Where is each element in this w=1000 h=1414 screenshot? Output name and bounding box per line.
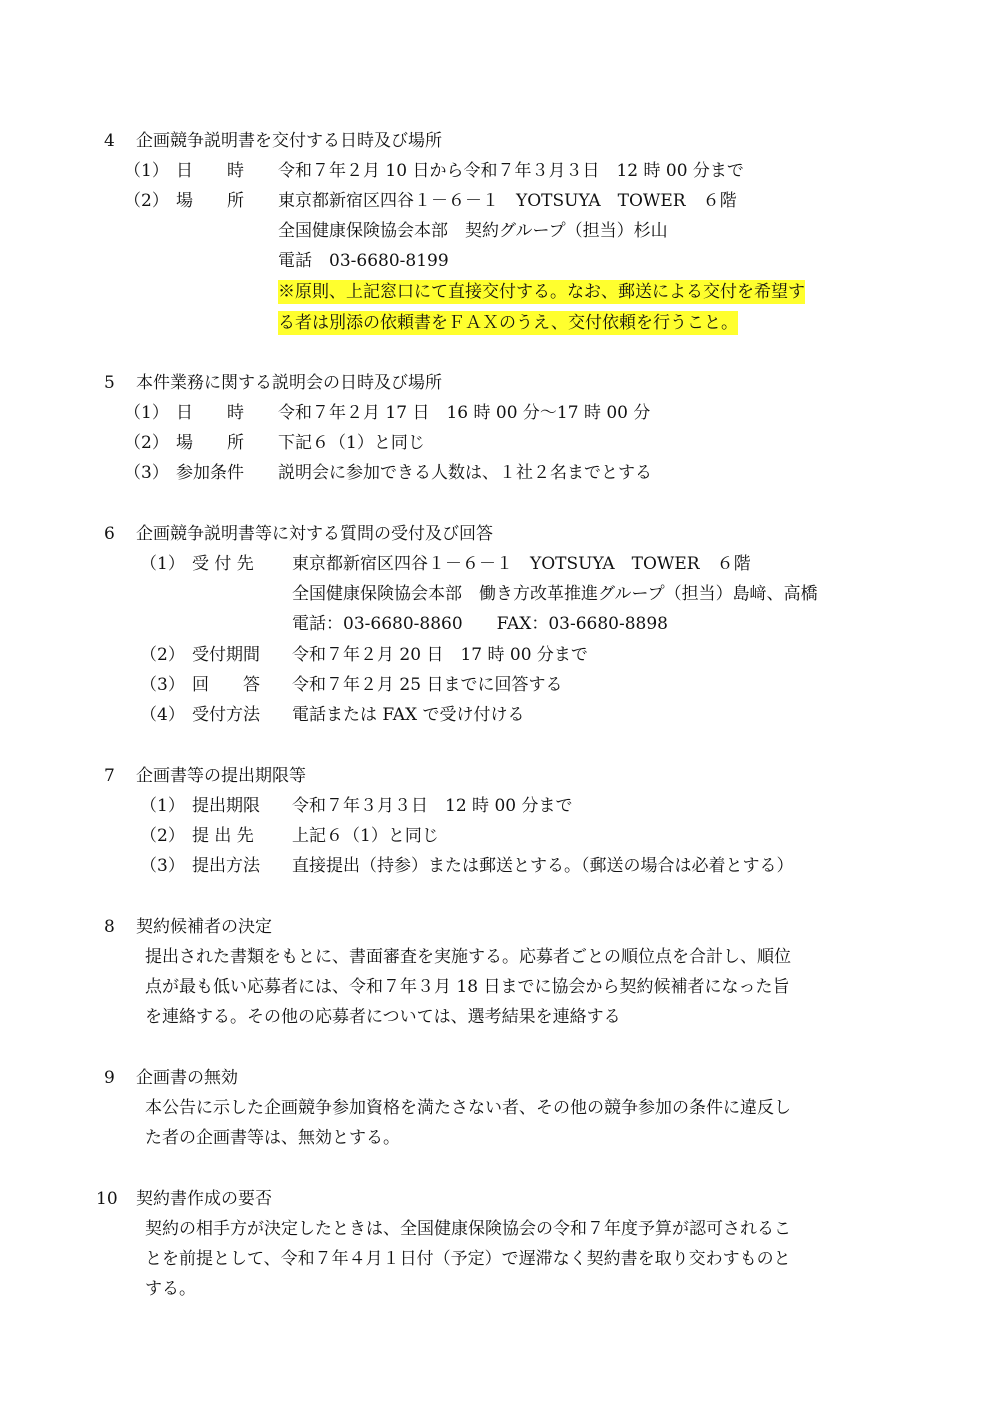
s5-item1-value: 令和７年２月 17 日 16 時 00 分～17 時 00 分 [278, 403, 651, 423]
s7-item1-label: （1） [140, 796, 185, 816]
section-10-number: 10 [96, 1189, 118, 1209]
s6-item1-address: 東京都新宿区四谷１－６－１ YOTSUYA TOWER ６階 [292, 554, 751, 574]
s5-item3-name: 参加条件 [176, 463, 244, 483]
s7-item2-value: 上記６（1）と同じ [292, 826, 439, 846]
s4-item2-address: 東京都新宿区四谷１－６－１ YOTSUYA TOWER ６階 [278, 191, 737, 211]
s5-item3-value: 説明会に参加できる人数は、１社２名までとする [278, 463, 652, 483]
s7-item2-name: 提 出 先 [192, 826, 254, 846]
s6-item1-name: 受 付 先 [192, 554, 254, 574]
s4-item2-note-line1 [278, 280, 805, 304]
s5-item2-name: 場 所 [176, 433, 244, 453]
s7-item1-name: 提出期限 [192, 796, 260, 816]
s6-item4-name: 受付方法 [192, 705, 260, 725]
section-8-number: 8 [104, 917, 115, 937]
section-9-number: 9 [104, 1068, 115, 1088]
s4-item2-phone: 電話 03-6680-8199 [278, 251, 449, 271]
s4-item1-value: 令和７年２月 10 日から令和７年３月３日 12 時 00 分まで [278, 161, 744, 181]
s4-item2-office: 全国健康保険協会本部 契約グループ（担当）杉山 [278, 221, 668, 241]
s10-paragraph-line3: する。 [145, 1279, 196, 1299]
s8-paragraph-line1: 提出された書類をもとに、書面審査を実施する。応募者ごとの順位点を合計し、順位 [145, 947, 791, 967]
s7-item3-name: 提出方法 [192, 856, 260, 876]
s10-paragraph-line1: 契約の相手方が決定したときは、全国健康保険協会の令和７年度予算が認可されるこ [145, 1219, 791, 1239]
s5-item1-label: （1） [124, 403, 169, 423]
section-4-number: 4 [104, 131, 115, 151]
s6-item2-name: 受付期間 [192, 645, 260, 665]
section-8-title: 契約候補者の決定 [136, 917, 272, 937]
section-6-number: 6 [104, 524, 115, 544]
s5-item2-label: （2） [124, 433, 169, 453]
s8-paragraph-line3: を連絡する。その他の応募者については、選考結果を連絡する [145, 1007, 621, 1027]
s6-item1-office: 全国健康保険協会本部 働き方改革推進グループ（担当）島﨑、高橋 [292, 584, 818, 604]
s7-item3-value: 直接提出（持参）または郵送とする。（郵送の場合は必着とする） [292, 856, 794, 876]
s6-item4-label: （4） [140, 705, 185, 725]
s10-paragraph-line2: とを前提として、令和７年４月１日付（予定）で遅滞なく契約書を取り交わすものと [145, 1249, 791, 1269]
section-7-title: 企画書等の提出期限等 [136, 766, 306, 786]
s6-item3-name: 回 答 [192, 675, 260, 695]
s7-item3-label: （3） [140, 856, 185, 876]
s4-item2-label: （2） [124, 191, 169, 211]
s7-item1-value: 令和７年３月３日 12 時 00 分まで [292, 796, 573, 816]
s8-paragraph-line2: 点が最も低い応募者には、令和７年３月 18 日までに協会から契約候補者になった旨 [145, 977, 790, 997]
s6-item3-value: 令和７年２月 25 日までに回答する [292, 675, 563, 695]
highlight-note-1: ※原則、上記窓口にて直接交付する。なお、郵送による交付を希望す [278, 282, 805, 302]
s4-item2-name: 場 所 [176, 191, 244, 211]
s5-item1-name: 日 時 [176, 403, 244, 423]
section-5-title: 本件業務に関する説明会の日時及び場所 [136, 373, 442, 393]
s7-item2-label: （2） [140, 826, 185, 846]
section-5-number: 5 [104, 373, 115, 393]
highlight-note-2: る者は別添の依頼書をＦＡＸのうえ、交付依頼を行うこと。 [278, 313, 739, 333]
s5-item3-label: （3） [124, 463, 169, 483]
s4-item1-label: （1） [124, 161, 169, 181]
section-9-title: 企画書の無効 [136, 1068, 238, 1088]
section-4-title: 企画競争説明書を交付する日時及び場所 [136, 131, 442, 151]
s4-item2-note-line2 [278, 311, 738, 335]
s6-item1-contact: 電話：03-6680-8860 FAX：03-6680-8898 [292, 614, 668, 634]
section-10-title: 契約書作成の要否 [136, 1189, 272, 1209]
s6-item1-label: （1） [140, 554, 185, 574]
s6-item2-value: 令和７年２月 20 日 17 時 00 分まで [292, 645, 588, 665]
s6-item2-label: （2） [140, 645, 185, 665]
s4-item1-name: 日 時 [176, 161, 244, 181]
section-7-number: 7 [104, 766, 115, 786]
s9-paragraph-line1: 本公告に示した企画競争参加資格を満たさない者、その他の競争参加の条件に違反し [145, 1098, 791, 1118]
s9-paragraph-line2: た者の企画書等は、無効とする。 [145, 1128, 400, 1148]
s6-item4-value: 電話または FAX で受け付ける [292, 705, 525, 725]
s5-item2-value: 下記６（1）と同じ [278, 433, 425, 453]
section-6-title: 企画競争説明書等に対する質問の受付及び回答 [136, 524, 493, 544]
s6-item3-label: （3） [140, 675, 185, 695]
